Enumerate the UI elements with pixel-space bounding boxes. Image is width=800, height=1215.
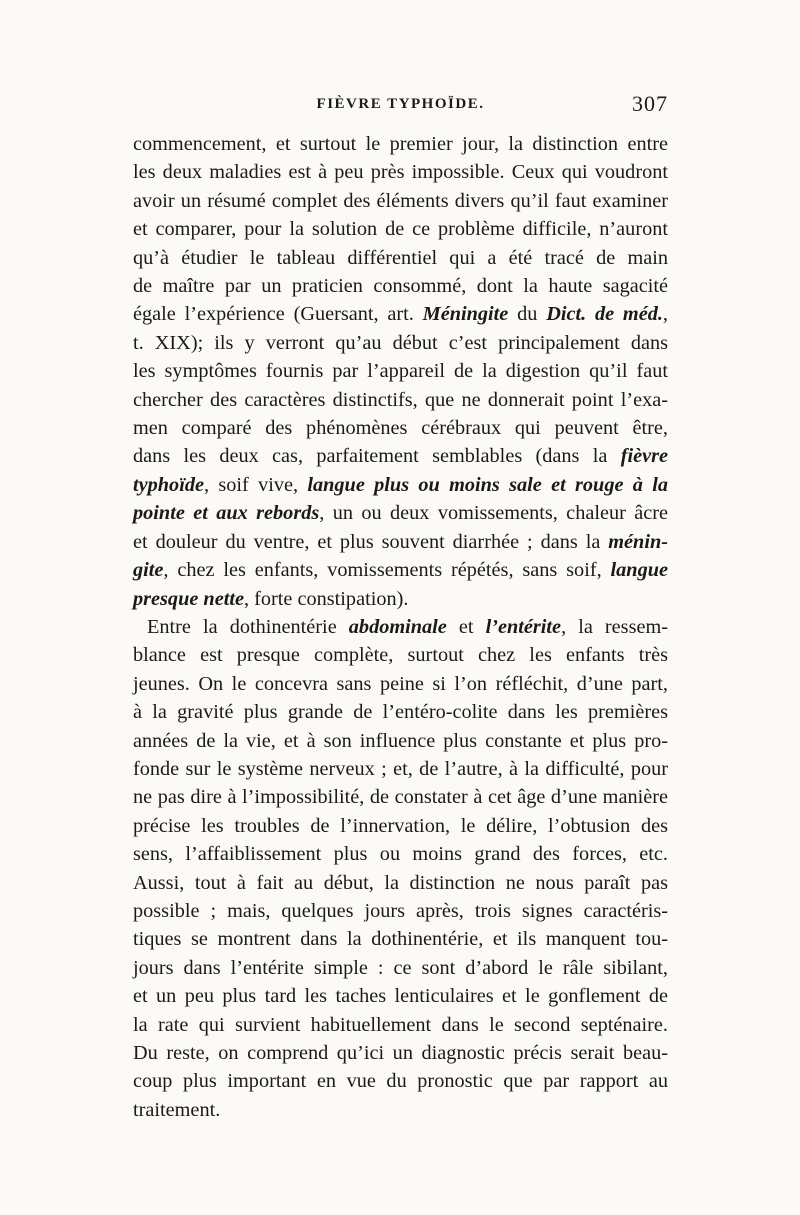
text-segment: , forte constipation). bbox=[243, 587, 409, 610]
text-line bbox=[133, 812, 668, 840]
text-segment: possible ; mais, quelques jours après, trois signes caractéris- bbox=[133, 899, 668, 922]
text-line bbox=[133, 1067, 668, 1095]
text-segment: t. XIX); ils y verront qu’au début c’est principalement dans bbox=[133, 331, 668, 354]
italic-text: gite bbox=[133, 559, 164, 582]
text-segment: à la gravité plus grande de l’entéro-colite dans les premières bbox=[133, 701, 668, 724]
page-header bbox=[133, 91, 668, 126]
text-segment: les deux maladies est à peu près impossible. Ceux qui voudront bbox=[133, 161, 668, 184]
text-line bbox=[133, 1096, 668, 1124]
text-segment: men comparé des phénomènes cérébraux qui peuvent être, bbox=[133, 417, 668, 440]
text-line bbox=[133, 869, 668, 897]
body-text bbox=[133, 130, 668, 1124]
text-line bbox=[133, 840, 668, 868]
text-line bbox=[133, 158, 668, 186]
text-line bbox=[133, 442, 668, 470]
italic-text: l’entérite bbox=[485, 615, 562, 638]
text-line bbox=[133, 585, 668, 613]
italic-text: Dict. de méd. bbox=[546, 303, 663, 326]
text-line bbox=[133, 670, 668, 698]
text-segment: années de la vie, et à son influence plus constante et plus pro- bbox=[133, 729, 668, 752]
text-line bbox=[133, 130, 668, 158]
text-segment: coup plus important en vue du pronostic que par rapport au bbox=[133, 1070, 668, 1093]
text-line bbox=[133, 414, 668, 442]
text-line bbox=[133, 528, 668, 556]
text-line bbox=[133, 925, 668, 953]
italic-text: langue plus ou moins sale et rouge à la bbox=[307, 473, 668, 496]
text-segment: blance est presque complète, surtout chez les enfants très bbox=[133, 644, 668, 667]
italic-text: presque nette bbox=[133, 587, 244, 610]
italic-text: langue bbox=[610, 559, 668, 582]
text-line bbox=[133, 641, 668, 669]
text-segment: , un ou deux vomissements, chaleur âcre bbox=[319, 502, 668, 525]
text-segment: jeunes. On le concevra sans peine si l’on réfléchit, d’une part, bbox=[133, 672, 668, 695]
text-line bbox=[133, 187, 668, 215]
text-segment: qu’à étudier le tableau différentiel qui a été tracé de main bbox=[133, 246, 668, 269]
running-title: FIÈVRE TYPHOÏDE. bbox=[316, 96, 485, 112]
text-segment: la rate qui survient habituellement dans le second septénaire. bbox=[133, 1013, 668, 1036]
text-segment: commencement, et surtout le premier jour, la distinction entre bbox=[133, 133, 668, 155]
text-line bbox=[133, 783, 668, 811]
text-segment: avoir un résumé complet des éléments divers qu’il faut examiner bbox=[133, 189, 668, 212]
text-line bbox=[133, 727, 668, 755]
text-segment: , soif vive, bbox=[203, 473, 308, 496]
text-segment: dans les deux cas, parfaitement semblables (dans la bbox=[133, 445, 621, 468]
text-segment: et douleur du ventre, et plus souvent diarrhée ; dans la bbox=[133, 530, 609, 553]
text-segment: , chez les enfants, vomissements répétés, sans soif, bbox=[163, 559, 611, 582]
text-line bbox=[133, 244, 668, 272]
text-line bbox=[133, 613, 668, 641]
text-segment: et comparer, pour la solution de ce problème difficile, n’auront bbox=[133, 218, 668, 241]
text-segment: traitement. bbox=[133, 1098, 221, 1121]
text-segment: du bbox=[508, 303, 547, 326]
text-segment: sens, l’affaiblissement plus ou moins grand des forces, etc. bbox=[133, 843, 668, 866]
text-segment: ne pas dire à l’impossibilité, de constater à cet âge d’une manière bbox=[133, 786, 668, 809]
italic-text: Méningite bbox=[422, 303, 509, 326]
text-segment: chercher des caractères distinctifs, que ne donnerait point l’exa- bbox=[133, 388, 668, 411]
text-segment: Entre la dothinentérie bbox=[147, 615, 349, 638]
text-line bbox=[133, 471, 668, 499]
text-line bbox=[133, 1039, 668, 1067]
text-segment: les symptômes fournis par l’appareil de la digestion qu’il faut bbox=[133, 360, 668, 383]
text-segment: jours dans l’entérite simple : ce sont d’abord le râle sibilant, bbox=[133, 956, 668, 979]
text-segment: précise les troubles de l’innervation, le délire, l’obtusion des bbox=[133, 814, 668, 837]
text-segment: , la ressem- bbox=[561, 615, 668, 638]
text-line bbox=[133, 300, 668, 328]
text-line bbox=[133, 272, 668, 300]
italic-text: fièvre bbox=[620, 445, 668, 468]
text-line bbox=[133, 982, 668, 1010]
text-segment: et un peu plus tard les taches lenticulaires et le gonflement de bbox=[133, 985, 668, 1008]
text-segment: tiques se montrent dans la dothinentérie, et ils manquent tou- bbox=[133, 928, 668, 951]
italic-text: abdominale bbox=[348, 615, 447, 638]
text-segment: Aussi, tout à fait au début, la distinction ne nous paraît pas bbox=[133, 871, 668, 894]
text-line bbox=[133, 329, 668, 357]
italic-text: typhoïde bbox=[133, 473, 204, 496]
text-line bbox=[133, 215, 668, 243]
page-number: 307 bbox=[632, 91, 668, 116]
text-segment: égale l’expérience (Guersant, art. bbox=[133, 303, 423, 326]
text-segment: , bbox=[662, 303, 668, 326]
text-line bbox=[133, 954, 668, 982]
italic-text: ménin- bbox=[608, 530, 668, 553]
text-line bbox=[133, 1011, 668, 1039]
text-segment: de maître par un praticien consommé, dont la haute sagacité bbox=[133, 275, 668, 298]
text-line bbox=[133, 755, 668, 783]
italic-text: pointe et aux rebords bbox=[133, 502, 320, 525]
text-line bbox=[133, 556, 668, 584]
text-segment: Du reste, on comprend qu’ici un diagnostic précis serait beau- bbox=[133, 1042, 668, 1064]
text-line bbox=[133, 499, 668, 527]
text-line bbox=[133, 386, 668, 414]
text-segment: fonde sur le système nerveux ; et, de l’autre, à la difficulté, pour bbox=[133, 757, 668, 780]
text-line bbox=[133, 698, 668, 726]
text-segment: et bbox=[446, 615, 486, 638]
text-line bbox=[133, 897, 668, 925]
text-line bbox=[133, 357, 668, 385]
